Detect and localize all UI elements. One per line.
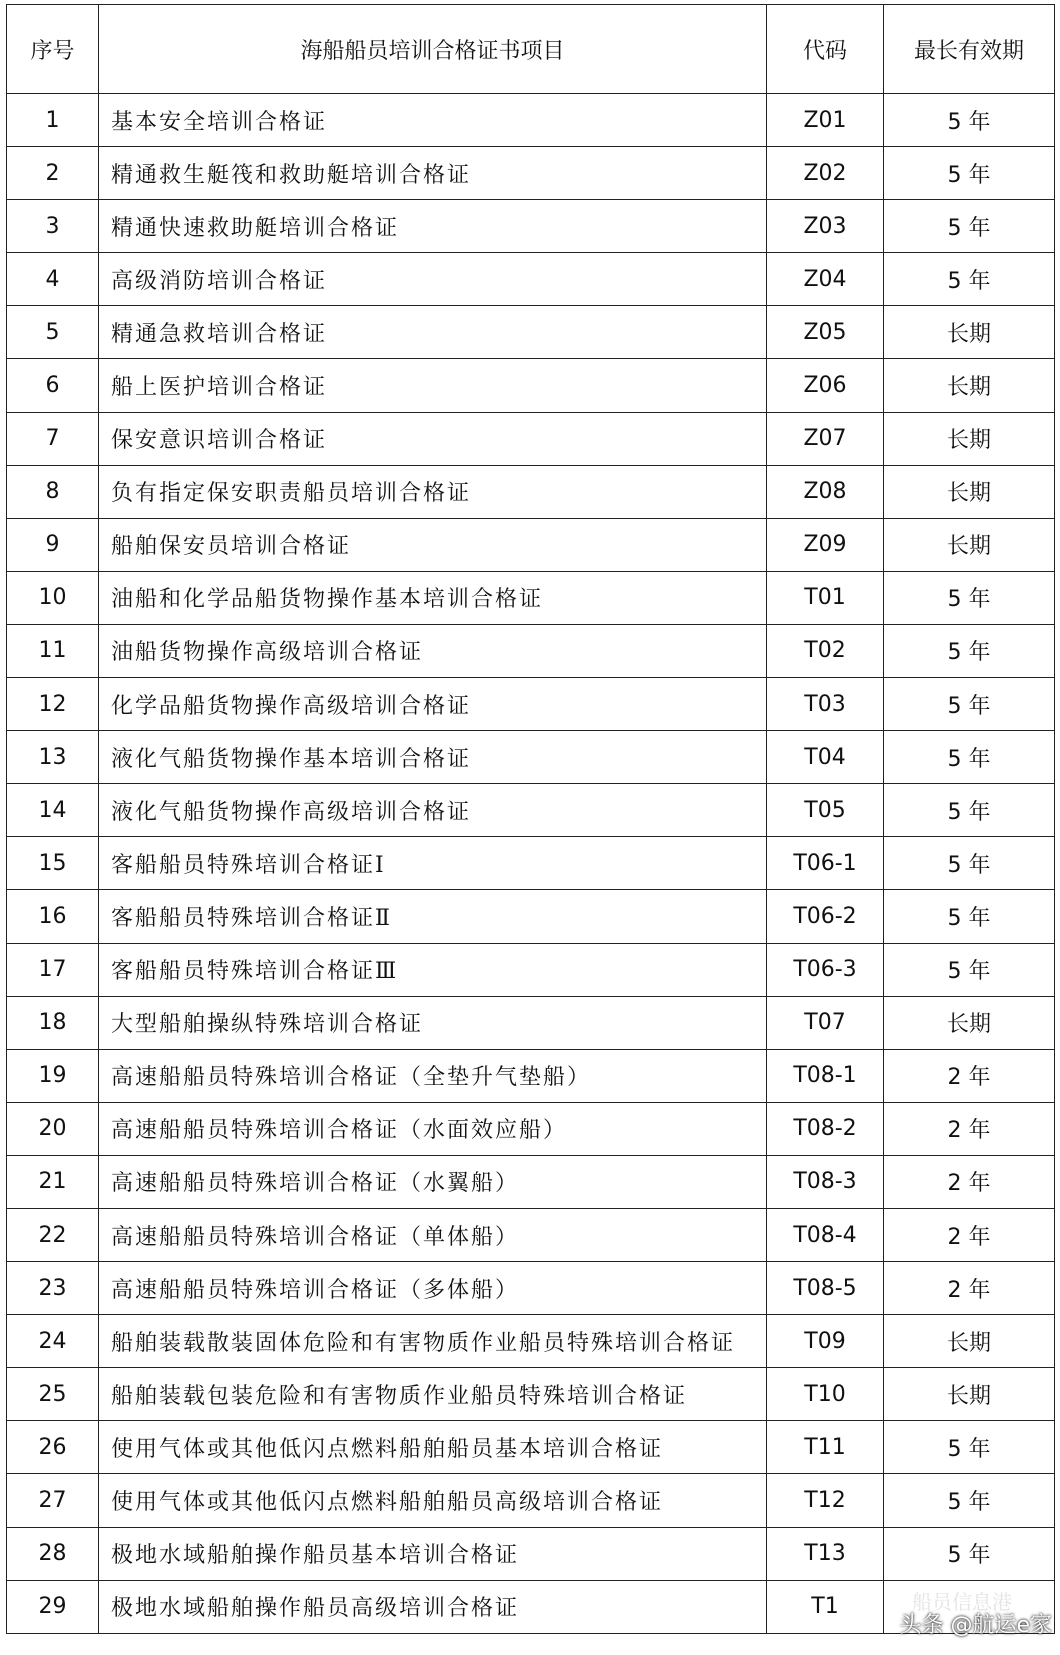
cell-code: T09 xyxy=(767,1315,884,1368)
cell-no: 4 xyxy=(7,253,99,306)
cell-name: 高速船船员特殊培训合格证（单体船） xyxy=(99,1208,767,1261)
cell-validity: 2 年 xyxy=(884,1262,1055,1315)
cell-name: 油船和化学品船货物操作基本培训合格证 xyxy=(99,571,767,624)
table-row xyxy=(7,412,1055,465)
cell-no: 20 xyxy=(7,1102,99,1155)
cell-code: T08-5 xyxy=(767,1262,884,1315)
cell-name: 使用气体或其他低闪点燃料船舶船员高级培训合格证 xyxy=(99,1474,767,1527)
cell-validity: 5 年 xyxy=(884,1421,1055,1474)
cell-name: 客船船员特殊培训合格证Ⅱ xyxy=(99,890,767,943)
cell-code: T06-1 xyxy=(767,837,884,890)
cell-code: T12 xyxy=(767,1474,884,1527)
watermark xyxy=(899,1590,1052,1639)
cell-name: 负有指定保安职责船员培训合格证 xyxy=(99,465,767,518)
cell-validity: 长期 xyxy=(884,1315,1055,1368)
table-row xyxy=(7,1049,1055,1102)
cell-no: 16 xyxy=(7,890,99,943)
cell-no: 6 xyxy=(7,359,99,412)
cell-validity: 5 年 xyxy=(884,200,1055,253)
cell-code: T03 xyxy=(767,678,884,731)
cell-code: T1 xyxy=(767,1580,884,1633)
cell-name: 高速船船员特殊培训合格证（水翼船） xyxy=(99,1155,767,1208)
cell-name: 极地水域船舶操作船员高级培训合格证 xyxy=(99,1580,767,1633)
cell-name: 大型船舶操纵特殊培训合格证 xyxy=(99,996,767,1049)
cell-code: T10 xyxy=(767,1368,884,1421)
cell-code: T11 xyxy=(767,1421,884,1474)
cell-code: T08-3 xyxy=(767,1155,884,1208)
cell-no: 9 xyxy=(7,518,99,571)
table-row xyxy=(7,1421,1055,1474)
table-row xyxy=(7,518,1055,571)
cell-name: 油船货物操作高级培训合格证 xyxy=(99,624,767,677)
cell-no: 5 xyxy=(7,306,99,359)
watermark-main: 头条 @航运e家 xyxy=(899,1613,1052,1638)
table-row xyxy=(7,996,1055,1049)
table-row xyxy=(7,1155,1055,1208)
cell-name: 极地水域船舶操作船员基本培训合格证 xyxy=(99,1527,767,1580)
table-row xyxy=(7,731,1055,784)
cell-validity: 长期 xyxy=(884,518,1055,571)
table-row xyxy=(7,1315,1055,1368)
cell-no: 1 xyxy=(7,94,99,147)
table-row xyxy=(7,890,1055,943)
cell-no: 26 xyxy=(7,1421,99,1474)
cell-validity: 长期 xyxy=(884,412,1055,465)
cell-name: 客船船员特殊培训合格证Ⅲ xyxy=(99,943,767,996)
cell-no: 24 xyxy=(7,1315,99,1368)
cell-no: 10 xyxy=(7,571,99,624)
cell-no: 25 xyxy=(7,1368,99,1421)
cell-name: 高速船船员特殊培训合格证（全垫升气垫船） xyxy=(99,1049,767,1102)
table-row xyxy=(7,624,1055,677)
cell-name: 液化气船货物操作高级培训合格证 xyxy=(99,784,767,837)
cell-name: 船舶装载包装危险和有害物质作业船员特殊培训合格证 xyxy=(99,1368,767,1421)
cell-code: T13 xyxy=(767,1527,884,1580)
cell-code: T02 xyxy=(767,624,884,677)
cell-validity: 5 年 xyxy=(884,624,1055,677)
cell-validity: 长期 xyxy=(884,1368,1055,1421)
cell-code: Z06 xyxy=(767,359,884,412)
cell-no: 19 xyxy=(7,1049,99,1102)
cell-validity: 5 年 xyxy=(884,147,1055,200)
cell-validity: 长期 xyxy=(884,465,1055,518)
cell-name: 船舶装载散装固体危险和有害物质作业船员特殊培训合格证 xyxy=(99,1315,767,1368)
cell-validity: 2 年 xyxy=(884,1208,1055,1261)
cell-name: 高级消防培训合格证 xyxy=(99,253,767,306)
cell-validity: 2 年 xyxy=(884,1155,1055,1208)
cell-name: 精通救生艇筏和救助艇培训合格证 xyxy=(99,147,767,200)
cell-validity: 5 年 xyxy=(884,571,1055,624)
table-row xyxy=(7,465,1055,518)
table-row xyxy=(7,678,1055,731)
table-row xyxy=(7,359,1055,412)
certificate-table xyxy=(6,4,1055,1634)
table-row xyxy=(7,943,1055,996)
table-body xyxy=(7,94,1055,1634)
header-code: 代码 xyxy=(767,5,884,94)
cell-no: 28 xyxy=(7,1527,99,1580)
cell-name: 基本安全培训合格证 xyxy=(99,94,767,147)
table-row xyxy=(7,837,1055,890)
cell-name: 精通急救培训合格证 xyxy=(99,306,767,359)
table-row xyxy=(7,200,1055,253)
cell-validity: 长期 xyxy=(884,306,1055,359)
table-row xyxy=(7,1474,1055,1527)
table-row xyxy=(7,784,1055,837)
cell-no: 12 xyxy=(7,678,99,731)
cell-validity: 5 年 xyxy=(884,1527,1055,1580)
watermark-faint: 船员信息港 xyxy=(912,1590,1012,1614)
cell-code: T04 xyxy=(767,731,884,784)
cell-code: T07 xyxy=(767,996,884,1049)
cell-no: 23 xyxy=(7,1262,99,1315)
cell-code: Z03 xyxy=(767,200,884,253)
cell-name: 客船船员特殊培训合格证Ⅰ xyxy=(99,837,767,890)
table-row xyxy=(7,306,1055,359)
cell-no: 8 xyxy=(7,465,99,518)
cell-no: 21 xyxy=(7,1155,99,1208)
cell-validity: 5 年 xyxy=(884,1474,1055,1527)
header-no: 序号 xyxy=(7,5,99,94)
header-name: 海船船员培训合格证书项目 xyxy=(99,5,767,94)
table-row xyxy=(7,571,1055,624)
cell-code: T06-2 xyxy=(767,890,884,943)
cell-name: 高速船船员特殊培训合格证（多体船） xyxy=(99,1262,767,1315)
cell-name: 船舶保安员培训合格证 xyxy=(99,518,767,571)
cell-code: T01 xyxy=(767,571,884,624)
cell-code: Z05 xyxy=(767,306,884,359)
cell-validity: 5 年 xyxy=(884,943,1055,996)
cell-no: 22 xyxy=(7,1208,99,1261)
table-row xyxy=(7,1262,1055,1315)
cell-name: 液化气船货物操作基本培训合格证 xyxy=(99,731,767,784)
cell-validity: 5 年 xyxy=(884,253,1055,306)
cell-no: 13 xyxy=(7,731,99,784)
cell-no: 11 xyxy=(7,624,99,677)
cell-no: 17 xyxy=(7,943,99,996)
cell-no: 2 xyxy=(7,147,99,200)
cell-code: T05 xyxy=(767,784,884,837)
cell-no: 29 xyxy=(7,1580,99,1633)
cell-code: T06-3 xyxy=(767,943,884,996)
cell-code: Z04 xyxy=(767,253,884,306)
table-row xyxy=(7,1102,1055,1155)
cell-code: T08-4 xyxy=(767,1208,884,1261)
cell-validity: 5 年 xyxy=(884,678,1055,731)
cell-no: 15 xyxy=(7,837,99,890)
header-validity: 最长有效期 xyxy=(884,5,1055,94)
cell-validity: 2 年 xyxy=(884,1049,1055,1102)
cell-validity: 5 年 xyxy=(884,731,1055,784)
cell-code: Z09 xyxy=(767,518,884,571)
cell-validity: 2 年 xyxy=(884,1102,1055,1155)
cell-name: 使用气体或其他低闪点燃料船舶船员基本培训合格证 xyxy=(99,1421,767,1474)
cell-no: 18 xyxy=(7,996,99,1049)
cell-code: T08-1 xyxy=(767,1049,884,1102)
cell-code: Z07 xyxy=(767,412,884,465)
cell-name: 保安意识培训合格证 xyxy=(99,412,767,465)
table-row xyxy=(7,94,1055,147)
cell-validity: 5 年 xyxy=(884,837,1055,890)
table-row xyxy=(7,253,1055,306)
table-row xyxy=(7,1368,1055,1421)
table-row xyxy=(7,1580,1055,1633)
table-row xyxy=(7,1208,1055,1261)
cell-validity: 长期 xyxy=(884,359,1055,412)
table-row xyxy=(7,147,1055,200)
cell-no: 3 xyxy=(7,200,99,253)
table-row xyxy=(7,1527,1055,1580)
cell-code: T08-2 xyxy=(767,1102,884,1155)
cell-validity: 长期 xyxy=(884,996,1055,1049)
cell-no: 14 xyxy=(7,784,99,837)
cell-name: 化学品船货物操作高级培训合格证 xyxy=(99,678,767,731)
cell-validity: 5 年 xyxy=(884,94,1055,147)
cell-no: 7 xyxy=(7,412,99,465)
cell-code: Z02 xyxy=(767,147,884,200)
cell-code: Z08 xyxy=(767,465,884,518)
cell-validity: 5 年 xyxy=(884,890,1055,943)
cell-code: Z01 xyxy=(767,94,884,147)
table-header-row xyxy=(7,5,1055,94)
cell-no: 27 xyxy=(7,1474,99,1527)
cell-name: 精通快速救助艇培训合格证 xyxy=(99,200,767,253)
cell-validity: 5 年 xyxy=(884,784,1055,837)
cell-name: 船上医护培训合格证 xyxy=(99,359,767,412)
cell-name: 高速船船员特殊培训合格证（水面效应船） xyxy=(99,1102,767,1155)
